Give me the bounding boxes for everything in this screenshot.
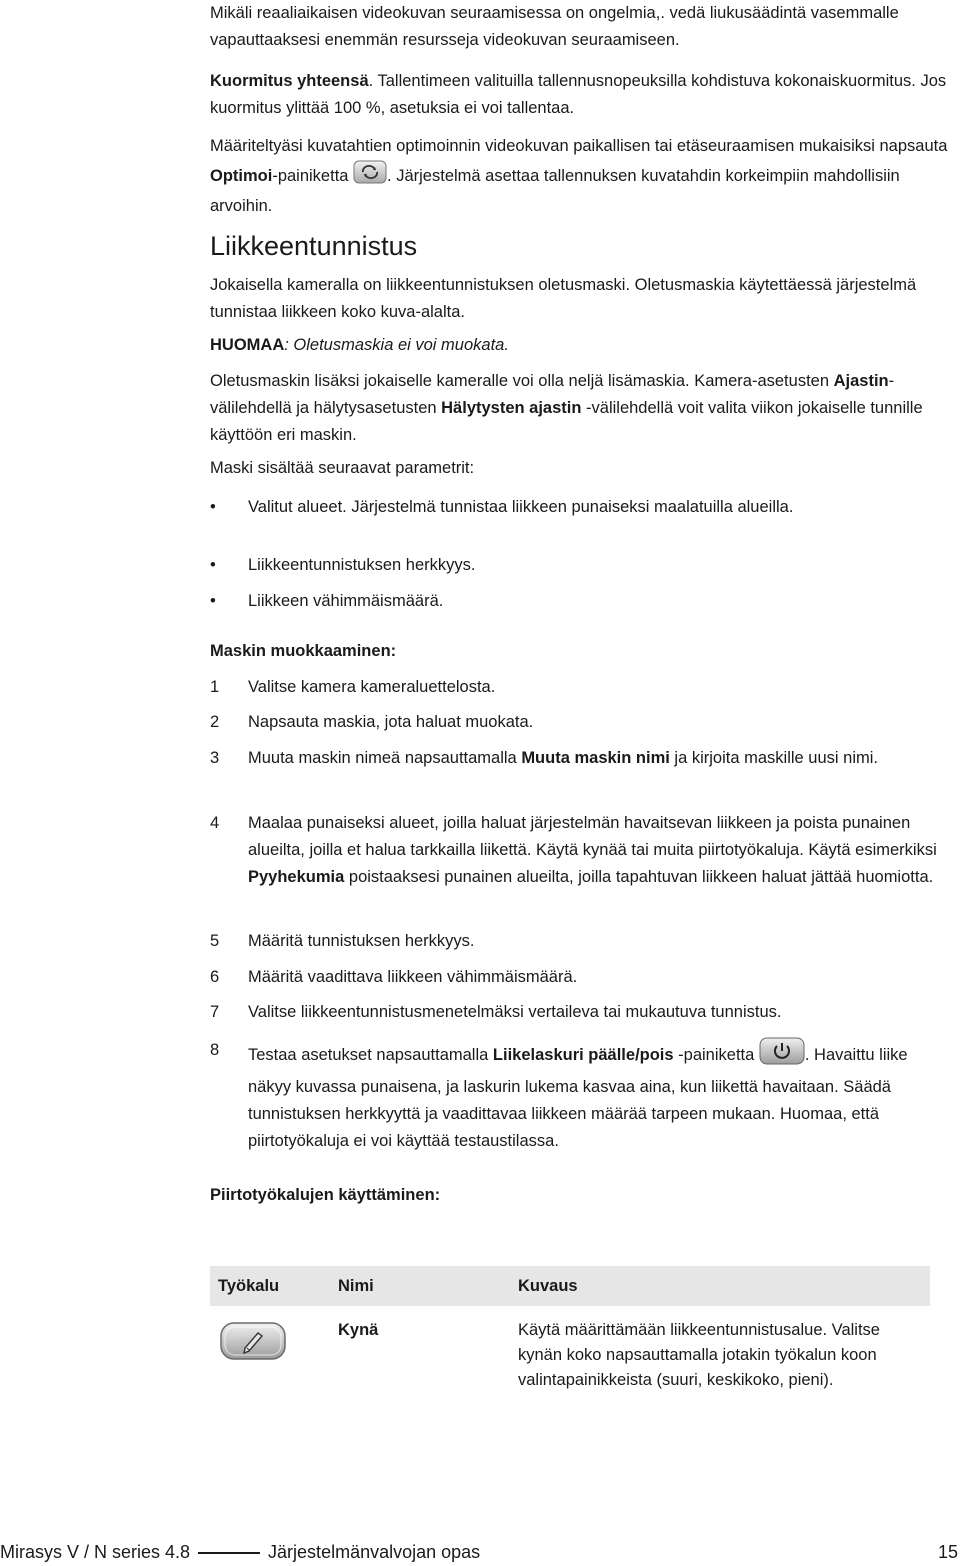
- tool-description: Käytä määrittämään liikkeentunnistusalue. Valitse kynän koko napsauttamalla jotakin työkalun koon valintapainikkeista (suuri, keskikoko, pieni).: [518, 1321, 880, 1389]
- intro-paragraph-2: Kuormitus yhteensä. Tallentimeen valituilla tallennusnopeuksilla kohdistuva kokonaiskuormitus. Jos kuormitus ylittää 100 %, asetuksia ei voi tallentaa.: [210, 72, 947, 117]
- section-paragraph-3: Maski sisältää seuraavat parametrit:: [210, 459, 475, 477]
- section-heading: Liikkeentunnistus: [210, 231, 418, 261]
- document-page: Mikäli reaaliaikaisen videokuvan seuraamisessa on ongelmia,. vedä liukusäädintä vasemmalle vapauttaaksesi enemmän resursseja videokuvan seuraamiseen. Kuormitus yhteensä. Tallentimeen valituilla tallennusnopeuksilla kohdistuva kokonaiskuormitus. Jos kuormitus ylittää 100 %, asetuksia ei voi tallentaa. Määriteltyäsi kuvatahtien optimoinnin videokuvan paikallisen tai etäseuraamisen mukaisiksi napsauta Optimoi-painiketta . Järjestelmä asettaa tallennuksen kuvatahdin korkeimpiin mahdollisiin arvoihin. Liikkeentunnistus Jokaisella kameralla on liikkeentunnistuksen oletusmaski. Oletusmaskia käytettäessä järjestelmä tunnistaa liikkeen koko kuva-alalta. HUOMAA: Oletusmaskia ei voi muokata. Oletusmaskin lisäksi jokaiselle kameralle voi olla neljä lisämaskia. Kamera-asetusten Ajastin-välilehdellä ja hälytysasetusten Hälytysten ajastin -välilehdellä voit valita viikon jokaiselle tunnille käyttöön eri maskin. Maski sisältää seuraavat parametrit: • Valitut alueet. Järjestelmä tunnistaa liikkeen punaiseksi maalatuilla alueilla. • Liikkeentunnistuksen herkkyys. • Liikkeen vähimmäismäärä. Maskin muokkaaminen: 1 Valitse kamera kameraluettelosta. 2 Napsauta maskia, jota haluat muokata. 3 Muuta maskin nimeä napsauttamalla Muuta maskin nimi ja kirjoita maskille uusi nimi. 4 Maalaa punaiseksi alueet, joilla haluat järjestelmän havaitsevan liikkeen ja poista punainen alueilta, joilla et halua tarkkailla liikettä. Käytä kynää tai muita piirtotyökaluja. Käytä esimerkiksi Pyyhekumia poistaaksesi punainen alueilta, joilla tapahtuvan liikkeen haluat jättää huomiotta. 5 Määritä tunnistuksen herkkyys. 6 Määritä vaadittava liikkeen vähimmäismäärä. 7 Valitse liikkeentunnistusmenetelmäksi vertaileva tai mukautuva tunnistus. 8 Testaa asetukset napsauttamalla Liikelaskuri päälle/pois -painiketta . Havaittu liike näkyy kuvassa punaisena, ja laskurin lukema kasvaa aina, kun liikettä havaitaan. Säädä tunnistuksen herkkyyttä ja vaadittavaa liikkeen määrää tarpeen mukaan. Huomaa, että piirtotyökaluja ei voi käyttää testaustilassa. Piirtotyökalujen käyttäminen: Työkalu Nimi Kuvaus Kynä Käytä määrittämään liikkeentunnistusalue. Valitse kynän koko napsauttamalla jotakin työkalun koon valintapainikkeista (suuri, keskikoko, pieni). Mirasys V / N series 4.8 Järjestelmänvalvojan opas 15: [0, 0, 960, 1566]
- tools-table: [210, 1266, 930, 1393]
- pen-icon: [218, 1350, 288, 1368]
- page-number: 15: [937, 1542, 958, 1562]
- intro-paragraph-3: Määriteltyäsi kuvatahtien optimoinnin videokuvan paikallisen tai etäseuraamisen mukaisiksi napsauta Optimoi-painiketta . Järjestelmä asettaa tallennuksen kuvatahdin korkeimpiin mahdollisiin arvoihin.: [210, 137, 948, 215]
- optimoi-term: Optimoi: [210, 166, 273, 185]
- kuormitus-term: Kuormitus yhteensä: [210, 72, 369, 90]
- section-paragraph-1: Jokaisella kameralla on liikkeentunnistuksen oletusmaski. Oletusmaskia käytettäessä järjestelmä tunnistaa liikkeen koko kuva-alalta.: [210, 276, 917, 321]
- bullet-icon: •: [210, 498, 216, 516]
- tools-heading: Piirtotyökalujen käyttäminen:: [210, 1186, 441, 1204]
- column-header: Nimi: [330, 1266, 510, 1306]
- table-header-row: [210, 1266, 930, 1306]
- column-header: Kuvaus: [510, 1266, 930, 1306]
- optimize-icon: [353, 160, 387, 193]
- intro-paragraph-1: Mikäli reaaliaikaisen videokuvan seuraamisessa on ongelmia,. vedä liukusäädintä vasemmalle vapauttaaksesi enemmän resursseja videokuvan seuraamiseen.: [210, 4, 899, 49]
- bullet-icon: •: [210, 592, 216, 610]
- power-icon: [759, 1037, 805, 1074]
- column-header: Työkalu: [210, 1266, 330, 1306]
- tool-name: Kynä: [338, 1321, 379, 1339]
- bullet-icon: •: [210, 556, 216, 574]
- note: HUOMAA: Oletusmaskia ei voi muokata.: [210, 336, 509, 354]
- footer-title: Mirasys V / N series 4.8 Järjestelmänvalvojan opas: [0, 1542, 481, 1562]
- note-label: HUOMAA: [210, 336, 285, 354]
- tool-icon-cell: [210, 1306, 330, 1393]
- section-paragraph-2: Oletusmaskin lisäksi jokaiselle kameralle voi olla neljä lisämaskia. Kamera-asetusten Ajastin-välilehdellä ja hälytysasetusten Hälytysten ajastin -välilehdellä voit valita viikon jokaiselle tunnille käyttöön eri maskin.: [210, 372, 923, 444]
- table-row: [210, 1306, 930, 1393]
- page-footer: [0, 1542, 960, 1566]
- edit-heading: Maskin muokkaaminen:: [210, 642, 397, 660]
- footer-rule: [198, 1552, 260, 1554]
